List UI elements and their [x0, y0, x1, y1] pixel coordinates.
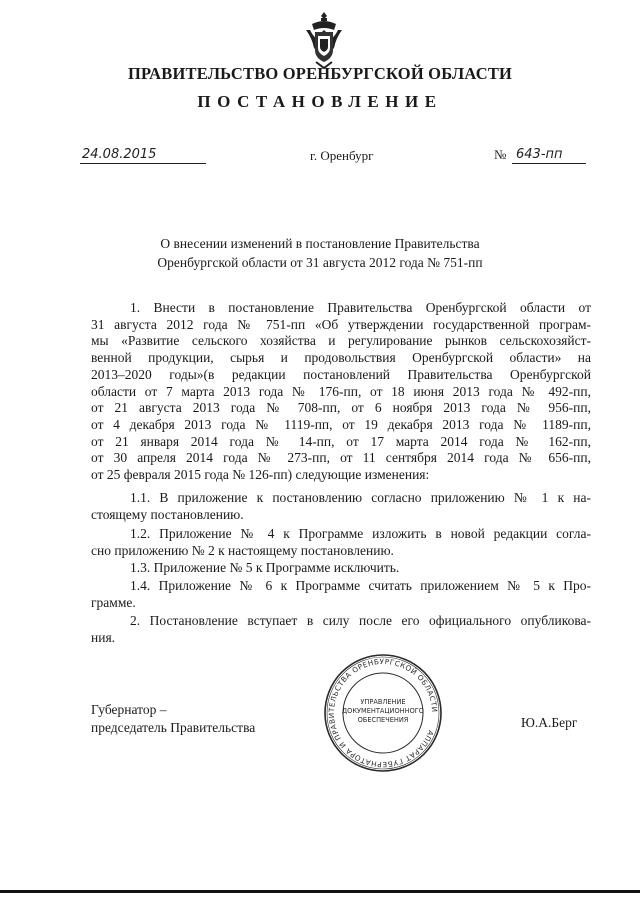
text-line: грамме.: [91, 594, 136, 610]
text-line: от 4 декабря 2013 года № 1119-пп, от 19 декабря 2013 года № 1189-пп,: [91, 416, 591, 432]
coat-of-arms-icon: [304, 10, 344, 70]
text-line: от 30 апреля 2014 года № 273-пп, от 11 сентября 2014 года № 656-пп,: [91, 450, 591, 466]
text-line: стоящему постановлению.: [91, 506, 244, 522]
text-line: области от 7 марта 2013 года № 176-пп, от 18 июня 2013 года № 492-пп,: [91, 383, 591, 399]
paragraph-1-4: [91, 578, 591, 611]
paragraph-2: [91, 613, 591, 646]
document-city: г. Оренбург: [310, 148, 374, 163]
paragraph-1: [91, 300, 591, 484]
text-line: ния.: [91, 629, 116, 645]
document-date: 24.08.2015: [80, 146, 206, 164]
signatory-title-line: председатель Правительства: [91, 720, 256, 735]
signatory-title-line: Губернатор –: [91, 702, 167, 717]
text-line: 2013–2020 годы»(в редакции постановлений Правительства Оренбургской: [91, 366, 591, 382]
official-stamp: [322, 652, 444, 774]
signatory-title: [91, 701, 255, 737]
stamp-ring-text: АППАРАТ ГУБЕРНАТОРА И ПРАВИТЕЛЬСТВА ОРЕНБУРГСКОЙ ОБЛАСТИ: [326, 656, 440, 770]
text-line: 31 августа 2012 года № 751-пп «Об утверждении государственной програм-: [91, 316, 591, 332]
text-line: от 21 января 2014 года № 14-пп, от 17 марта 2014 года № 162-пп,: [91, 433, 591, 449]
text-line: от 21 августа 2013 года № 708-пп, от 6 ноября 2013 года № 956-пп,: [91, 400, 591, 416]
text-line: 1.3. Приложение № 5 к Программе исключить.: [130, 560, 400, 575]
paragraph-1-1: [91, 490, 591, 523]
paragraph-1-2: [91, 526, 591, 559]
stamp-line: УПРАВЛЕНИЕ: [360, 698, 406, 706]
text-line: 1.1. В приложение к постановлению согласно приложению № 1 к на-: [130, 490, 591, 505]
text-line: 2. Постановление вступает в силу после его официального опубликова-: [130, 613, 591, 628]
text-line: 1. Внести в постановление Правительства Оренбургской области от: [130, 300, 591, 315]
text-line: мы «Развитие сельского хозяйства и регулирование рынков сельскохозяйст-: [91, 333, 591, 349]
number-label: №: [494, 147, 507, 162]
stamp-line: ДОКУМЕНТАЦИОННОГО: [342, 707, 424, 715]
text-line: 1.2. Приложение № 4 к Программе изложить в новой редакции согла-: [130, 526, 591, 541]
page-bottom-rule: [0, 890, 640, 893]
signatory-name: Ю.А.Берг: [521, 715, 578, 730]
text-line: от 25 февраля 2015 года № 126-пп) следующие изменения:: [91, 467, 430, 483]
subject-line: Оренбургской области от 31 августа 2012 года № 751-пп: [157, 255, 483, 270]
text-line: сно приложению № 2 к настоящему постановлению.: [91, 542, 394, 558]
subject-line: О внесении изменений в постановление Правительства: [160, 236, 480, 251]
paragraph-1-3: [91, 560, 591, 577]
document-type: ПОСТАНОВЛЕНИЕ: [197, 92, 443, 111]
document-subject: [0, 234, 640, 272]
government-name: ПРАВИТЕЛЬСТВО ОРЕНБУРГСКОЙ ОБЛАСТИ: [127, 64, 513, 83]
text-line: венной продукции, сырья и продовольствия Оренбургской области» на: [91, 350, 591, 366]
stamp-line: ОБЕСПЕЧЕНИЯ: [357, 716, 409, 724]
document-number: 643-пп: [512, 146, 586, 164]
text-line: 1.4. Приложение № 6 к Программе считать приложением № 5 к Про-: [130, 578, 591, 593]
